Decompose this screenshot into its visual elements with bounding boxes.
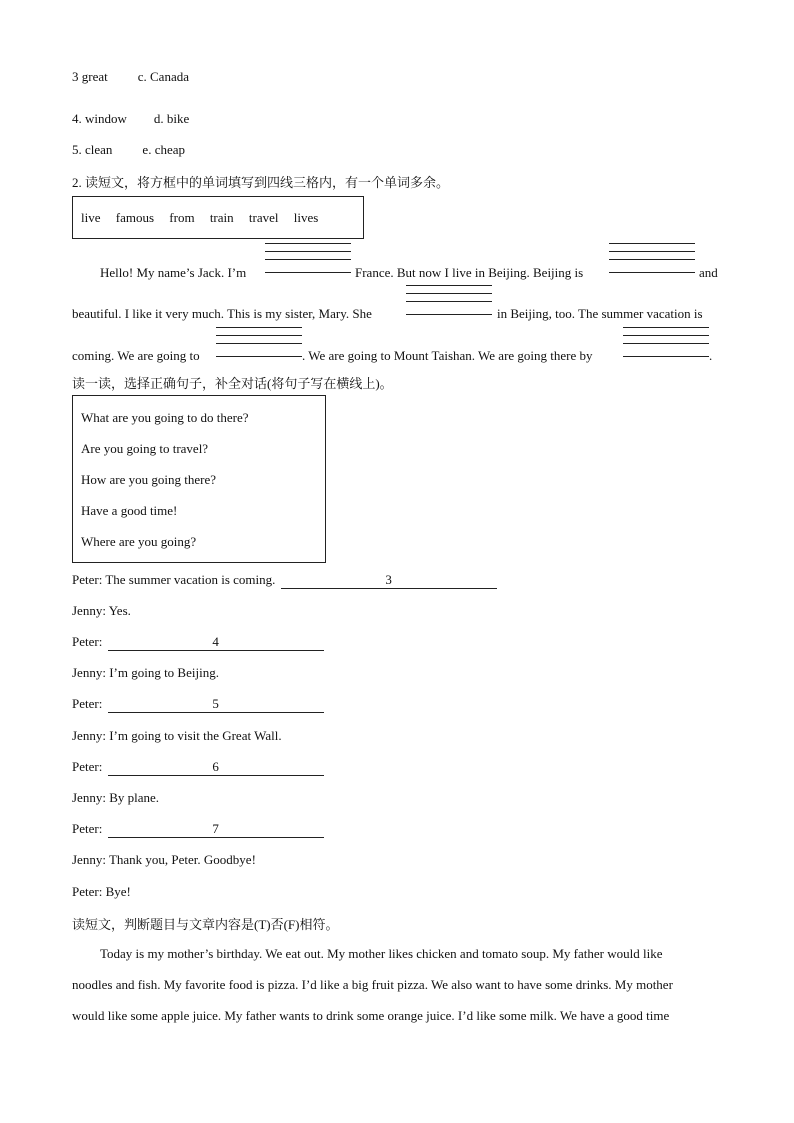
passage-line2-a: beautiful. I like it very much. This is my sister, Mary. She bbox=[72, 306, 372, 321]
option-2: Are you going to travel? bbox=[81, 441, 209, 456]
passage-line3-b: . We are going to Mount Taishan. We are going there by bbox=[302, 348, 593, 363]
dialogue-line: Jenny: I’m going to visit the Great Wall. bbox=[72, 728, 282, 743]
answer-blank-3[interactable]: 3 bbox=[281, 572, 497, 589]
four-line-blank-4[interactable] bbox=[216, 327, 302, 357]
match-item-4: 4. window d. bike bbox=[72, 111, 190, 126]
answer-blank-5[interactable]: 5 bbox=[108, 696, 324, 713]
dialogue-line: Jenny: By plane. bbox=[72, 790, 160, 805]
passage-line3-a: coming. We are going to bbox=[72, 348, 200, 363]
section2-instruction: 2. 读短文，将方框中的单词填写到四线三格内，有一个单词多余。 bbox=[72, 175, 450, 190]
reading-line-3: would like some apple juice. My father wants to drink some orange juice. I’d like some milk. We have a good time bbox=[72, 1008, 670, 1023]
answer-blank-7[interactable]: 7 bbox=[108, 821, 324, 838]
word-bank-box bbox=[72, 196, 364, 239]
four-line-blank-1[interactable] bbox=[265, 243, 351, 273]
match-item-5: 5. clean e. cheap bbox=[72, 142, 186, 157]
word-bank-item: lives bbox=[293, 210, 319, 225]
dialogue-line: Jenny: I’m going to Beijing. bbox=[72, 665, 219, 680]
option-5: Where are you going? bbox=[81, 534, 197, 549]
four-line-blank-3[interactable] bbox=[406, 285, 492, 315]
four-line-blank-5[interactable] bbox=[623, 327, 709, 357]
passage-line1-c: and bbox=[699, 265, 718, 280]
option-1: What are you going to do there? bbox=[81, 410, 249, 425]
reading-line-2: noodles and fish. My favorite food is pizza. I’d like a big fruit pizza. We also want to have some drinks. My mother bbox=[72, 977, 673, 992]
passage-line3-c: . bbox=[709, 348, 713, 363]
word-bank-item: famous bbox=[115, 210, 155, 225]
dialogue-line: Jenny: Yes. bbox=[72, 603, 131, 618]
passage-line1-a: Hello! My name’s Jack. I’m bbox=[100, 265, 247, 280]
reading-line-1: Today is my mother’s birthday. We eat out. My mother likes chicken and tomato soup. My father would like bbox=[100, 946, 663, 961]
option-4: Have a good time! bbox=[81, 503, 178, 518]
dialogue-line: Peter: 6 bbox=[72, 759, 324, 776]
dialogue-line: Peter: 4 bbox=[72, 634, 324, 651]
word-bank bbox=[81, 210, 330, 226]
dialogue-line: Peter: Bye! bbox=[72, 884, 131, 899]
dialogue-line: Peter: The summer vacation is coming. 3 bbox=[72, 572, 497, 589]
option-3: How are you going there? bbox=[81, 472, 217, 487]
answer-blank-6[interactable]: 6 bbox=[108, 759, 324, 776]
word-bank-item: travel bbox=[248, 210, 279, 225]
section3-instruction: 读一读，选择正确句子，补全对话(将句子写在横线上)。 bbox=[72, 376, 393, 391]
passage-line2-b: in Beijing, too. The summer vacation is bbox=[497, 306, 703, 321]
answer-blank-4[interactable]: 4 bbox=[108, 634, 324, 651]
section4-instruction: 读短文，判断题目与文章内容是(T)否(F)相符。 bbox=[72, 917, 339, 932]
word-bank-item: train bbox=[209, 210, 234, 225]
word-bank-item: from bbox=[169, 210, 195, 225]
passage-line1-b: France. But now I live in Beijing. Beijing is bbox=[355, 265, 584, 280]
four-line-blank-2[interactable] bbox=[609, 243, 695, 273]
word-bank-item: live bbox=[81, 210, 101, 225]
dialogue-line: Peter: 7 bbox=[72, 821, 324, 838]
dialogue-line: Jenny: Thank you, Peter. Goodbye! bbox=[72, 852, 256, 867]
sentence-options-box bbox=[72, 395, 326, 563]
match-item-3: 3 great c. Canada bbox=[72, 69, 189, 84]
dialogue-line: Peter: 5 bbox=[72, 696, 324, 713]
